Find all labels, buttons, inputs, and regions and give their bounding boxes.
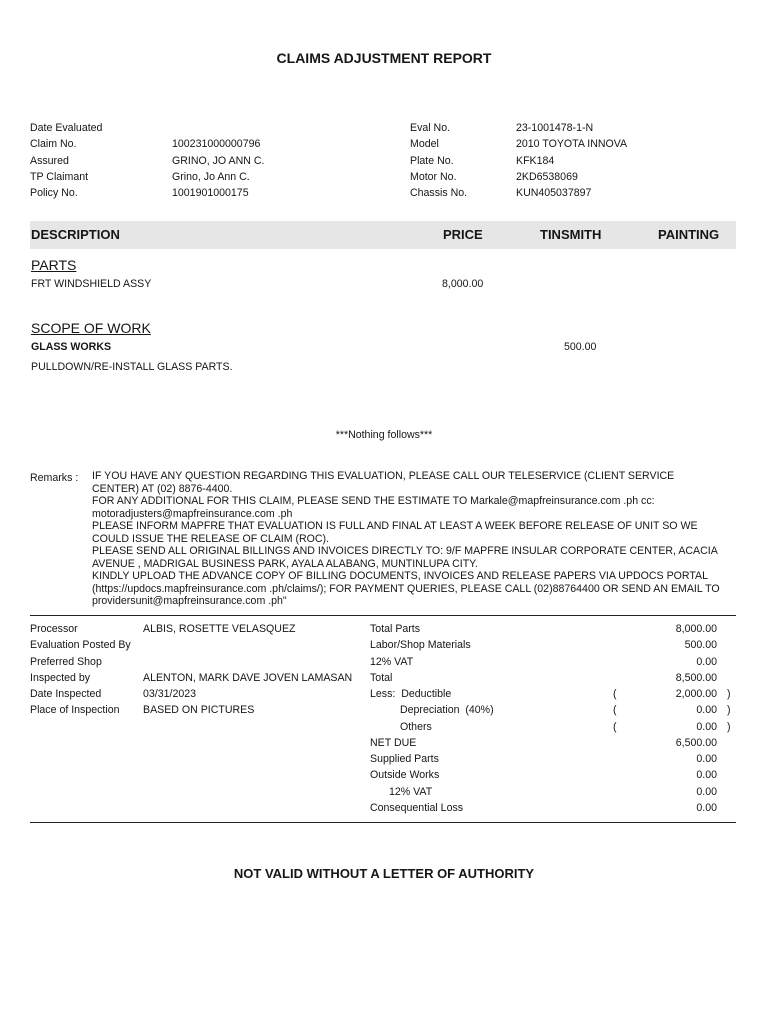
detail-row-policy-no — [30, 185, 370, 201]
assessment-label: Date Inspected — [30, 688, 102, 701]
remarks-label: Remarks : — [30, 472, 79, 484]
totals-row-deductible — [370, 686, 736, 702]
detail-label: Policy No. — [30, 187, 78, 200]
assessment-row-inspected-by — [30, 670, 366, 686]
assessment-details — [30, 621, 366, 719]
assessment-value: BASED ON PICTURES — [143, 704, 255, 717]
report-title: CLAIMS ADJUSTMENT REPORT — [276, 50, 492, 66]
totals-label: Less: Deductible — [370, 688, 452, 701]
part-description: FRT WINDSHIELD ASSY — [31, 277, 152, 290]
detail-row-motor-no — [410, 169, 730, 185]
detail-row-tp-claimant — [30, 169, 370, 185]
column-header-painting: PAINTING — [658, 227, 720, 242]
totals-label: 12% VAT — [370, 655, 414, 668]
remarks-line: FOR ANY ADDITIONAL FOR THIS CLAIM, PLEASE SEND THE ESTIMATE TO Markale@mapfreinsurance.com .ph cc: — [92, 495, 655, 507]
work-detail: PULLDOWN/RE-INSTALL GLASS PARTS. — [31, 360, 233, 373]
close-paren: ) — [727, 688, 731, 701]
totals-value: 0.00 — [696, 655, 717, 668]
totals-label: NET DUE — [370, 736, 417, 749]
detail-value: Grino, Jo Ann C. — [172, 170, 250, 183]
detail-value: KFK184 — [516, 154, 555, 167]
detail-label: Date Evaluated — [30, 122, 103, 134]
detail-label: Eval No. — [410, 122, 451, 134]
part-price: 8,000.00 — [442, 277, 484, 290]
totals-label: Depreciation (40%) — [400, 704, 494, 717]
detail-row-eval-no — [410, 120, 730, 136]
column-header-price: PRICE — [443, 227, 483, 242]
remarks-line: (https://updocs.mapfreinsurance.com .ph/claims/); FOR PAYMENT QUERIES, PLEASE CALL (02)88764400 OR SEND AN EMAIL TO — [92, 582, 720, 595]
detail-label: Plate No. — [410, 154, 454, 167]
totals-value: 8,500.00 — [675, 671, 717, 684]
assessment-label: Processor — [30, 623, 78, 635]
totals-row-net-due — [370, 735, 736, 751]
vehicle-details — [410, 120, 730, 201]
totals-row-supplied-parts — [370, 751, 736, 767]
totals-summary — [370, 621, 736, 816]
totals-label: Outside Works — [370, 769, 440, 782]
authority-notice: NOT VALID WITHOUT A LETTER OF AUTHORITY — [233, 866, 535, 881]
table-header — [30, 221, 736, 249]
totals-label: Total — [370, 671, 393, 684]
totals-value: 0.00 — [696, 769, 717, 782]
detail-value: 23-1001478-1-N — [516, 122, 594, 134]
claim-details — [30, 120, 370, 201]
assessment-row-processor — [30, 621, 366, 637]
scope-of-work-heading: SCOPE OF WORK — [31, 320, 151, 336]
totals-value: 2,000.00 — [675, 688, 717, 701]
totals-row-vat — [370, 654, 736, 670]
remarks-line: CENTER) AT (02) 8876-4400. — [92, 482, 233, 495]
divider-top — [30, 615, 736, 616]
detail-value: GRINO, JO ANN C. — [172, 154, 265, 167]
detail-row-chassis-no — [410, 185, 730, 201]
totals-label: 12% VAT — [389, 785, 433, 798]
work-group-tinsmith-amount: 500.00 — [564, 340, 597, 353]
assessment-value: ALBIS, ROSETTE VELASQUEZ — [143, 623, 296, 635]
totals-row-labor — [370, 637, 736, 653]
detail-label: TP Claimant — [30, 170, 89, 183]
totals-row-consequential-loss — [370, 800, 736, 816]
totals-label: Total Parts — [370, 623, 421, 635]
divider-bottom — [30, 822, 736, 823]
remarks-line: providersunit@mapfreinsurance.com .ph" — [92, 595, 287, 607]
totals-row-depreciation — [370, 702, 736, 718]
detail-label: Assured — [30, 154, 69, 167]
remarks-line: KINDLY UPLOAD THE ADVANCE COPY OF BILLING DOCUMENTS, INVOICES AND RELEASE PAPERS VIA UPDOCS PORTAL — [92, 570, 708, 582]
assessment-row-preferred-shop — [30, 654, 366, 670]
remarks-text — [92, 470, 720, 608]
totals-value: 8,000.00 — [675, 623, 717, 635]
assessment-label: Place of Inspection — [30, 704, 120, 717]
totals-value: 0.00 — [696, 801, 717, 814]
parts-heading: PARTS — [31, 257, 77, 273]
remarks-line: PLEASE SEND ALL ORIGINAL BILLINGS AND INVOICES DIRECTLY TO: 9/F MAPFRE INSULAR CORPORATE CENTER, ACACIA — [92, 545, 718, 557]
totals-label: Consequential Loss — [370, 801, 464, 814]
totals-row-total — [370, 670, 736, 686]
detail-row-claim-no — [30, 136, 370, 152]
detail-value: 100231000000796 — [172, 138, 261, 151]
totals-value: 0.00 — [696, 720, 717, 733]
detail-value: 2KD6538069 — [516, 170, 578, 183]
detail-label: Motor No. — [410, 170, 457, 183]
detail-value: KUN405037897 — [516, 187, 592, 200]
detail-row-date-evaluated — [30, 120, 370, 136]
totals-row-outside-works-vat — [370, 784, 736, 800]
assessment-row-place-of-inspection — [30, 702, 366, 718]
detail-label: Claim No. — [30, 138, 77, 151]
totals-row-others — [370, 719, 736, 735]
totals-label: Labor/Shop Materials — [370, 639, 471, 652]
open-paren: ( — [613, 720, 617, 733]
detail-row-plate-no — [410, 153, 730, 169]
remarks-line: motoradjusters@mapfreinsurance.com .ph — [92, 507, 293, 520]
column-header-description: DESCRIPTION — [31, 227, 120, 242]
remarks-line: IF YOU HAVE ANY QUESTION REGARDING THIS EVALUATION, PLEASE CALL OUR TELESERVICE (CLIENT SERVICE — [92, 470, 675, 482]
remarks-line: AVENUE , MADRIGAL BUSINESS PARK, AYALA ALABANG, MUNTINLUPA CITY. — [92, 557, 478, 570]
assessment-label: Preferred Shop — [30, 655, 102, 668]
assessment-row-evaluation-posted-by — [30, 637, 366, 653]
detail-label: Model — [410, 138, 439, 151]
open-paren: ( — [613, 688, 617, 701]
totals-value: 0.00 — [696, 785, 717, 798]
detail-row-assured — [30, 153, 370, 169]
totals-value: 6,500.00 — [675, 736, 717, 749]
nothing-follows-note: ***Nothing follows*** — [335, 428, 433, 441]
totals-value: 500.00 — [684, 639, 717, 652]
totals-row-total-parts — [370, 621, 736, 637]
totals-label: Supplied Parts — [370, 753, 439, 766]
assessment-value: ALENTON, MARK DAVE JOVEN LAMASAN — [143, 671, 353, 684]
open-paren: ( — [613, 704, 617, 717]
close-paren: ) — [727, 704, 731, 717]
totals-label: Others — [400, 720, 432, 733]
detail-label: Chassis No. — [410, 187, 468, 200]
detail-row-model — [410, 136, 730, 152]
detail-value: 2010 TOYOTA INNOVA — [516, 138, 628, 151]
remarks-line: PLEASE INFORM MAPFRE THAT EVALUATION IS FULL AND FINAL AT LEAST A WEEK BEFORE RELEASE OF UNIT SO WE — [92, 520, 698, 532]
totals-row-outside-works — [370, 767, 736, 783]
assessment-row-date-inspected — [30, 686, 366, 702]
close-paren: ) — [727, 720, 731, 733]
assessment-value: 03/31/2023 — [143, 688, 197, 701]
totals-value: 0.00 — [696, 704, 717, 717]
assessment-label: Evaluation Posted By — [30, 639, 131, 652]
column-header-tinsmith: TINSMITH — [540, 227, 602, 242]
totals-value: 0.00 — [696, 753, 717, 766]
work-group-name: GLASS WORKS — [31, 340, 112, 353]
assessment-label: Inspected by — [30, 671, 91, 684]
remarks-line: COULD ISSUE THE RELEASE OF CLAIM (ROC). — [92, 532, 330, 545]
detail-value: 1001901000175 — [172, 187, 249, 200]
